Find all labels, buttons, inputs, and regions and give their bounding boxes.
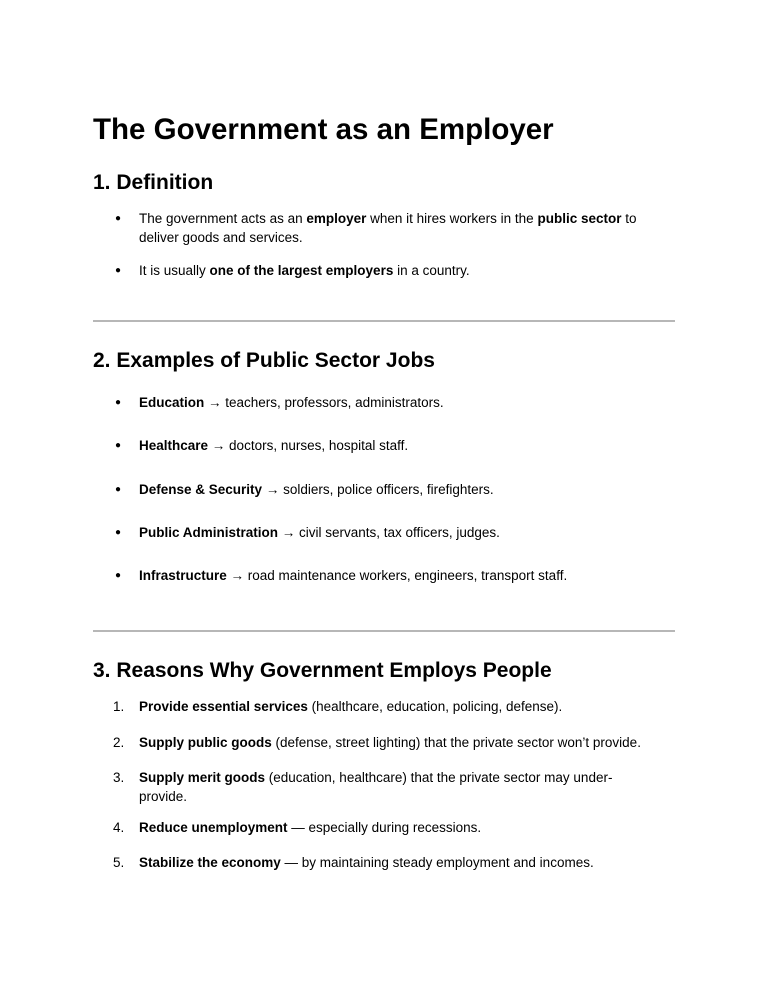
list-item-text bbox=[139, 261, 675, 280]
text-run: → soldiers, police officers, firefighters. bbox=[262, 482, 494, 497]
bullet-marker: ● bbox=[115, 527, 122, 538]
number-marker: 4. bbox=[113, 820, 125, 835]
text-run: → doctors, nurses, hospital staff. bbox=[208, 438, 409, 453]
text-run: → road maintenance workers, engineers, transport staff. bbox=[226, 568, 568, 583]
page-title: The Government as an Employer bbox=[93, 113, 554, 146]
text-run-bold: public sector bbox=[537, 211, 622, 226]
number-marker: 3. bbox=[113, 770, 125, 785]
text-run: (defense, street lighting) that the private sector won’t provide. bbox=[271, 735, 641, 750]
bullet-marker: ● bbox=[115, 397, 122, 408]
text-run: → civil servants, tax officers, judges. bbox=[278, 525, 500, 540]
text-run-bold: Supply public goods bbox=[139, 735, 272, 750]
section-divider bbox=[93, 630, 675, 632]
number-marker: 5. bbox=[113, 855, 125, 870]
bullet-marker: ● bbox=[115, 484, 122, 495]
text-run: The government acts as an bbox=[139, 211, 307, 226]
text-run: (healthcare, education, policing, defense). bbox=[307, 699, 563, 714]
list-item-text bbox=[139, 733, 675, 752]
text-run-bold: Defense & Security bbox=[139, 482, 263, 497]
text-run: — especially during recessions. bbox=[287, 820, 482, 835]
section-heading-examples: 2. Examples of Public Sector Jobs bbox=[93, 349, 435, 372]
bullet-marker: ● bbox=[115, 570, 122, 581]
list-item-text bbox=[139, 853, 675, 872]
text-run-bold: one of the largest employers bbox=[209, 263, 394, 278]
section-divider bbox=[93, 320, 675, 322]
text-run: → teachers, professors, administrators. bbox=[204, 395, 444, 410]
list-item-text bbox=[139, 523, 675, 542]
text-run-bold: Stabilize the economy bbox=[139, 855, 281, 870]
list-item-text bbox=[139, 566, 675, 585]
text-run-bold: Education bbox=[139, 395, 205, 410]
text-run-bold: Infrastructure bbox=[139, 568, 227, 583]
text-run: — by maintaining steady employment and incomes. bbox=[280, 855, 594, 870]
number-marker: 1. bbox=[113, 699, 125, 714]
text-run-bold: Provide essential services bbox=[139, 699, 308, 714]
number-marker: 2. bbox=[113, 735, 125, 750]
list-item-text bbox=[139, 393, 675, 412]
list-item-text bbox=[139, 697, 675, 716]
section-heading-definition: 1. Definition bbox=[93, 171, 214, 194]
text-run-bold: Reduce unemployment bbox=[139, 820, 288, 835]
list-item-text bbox=[139, 818, 675, 837]
section-heading-reasons: 3. Reasons Why Government Employs People bbox=[93, 659, 552, 682]
list-item-text bbox=[139, 480, 675, 499]
text-run: to deliver goods and services. bbox=[139, 211, 637, 245]
bullet-marker: ● bbox=[115, 213, 122, 224]
list-item-text bbox=[139, 768, 649, 806]
text-run-bold: Public Administration bbox=[139, 525, 279, 540]
text-run-bold: Supply merit goods bbox=[139, 770, 266, 785]
list-item-text bbox=[139, 209, 675, 247]
text-run-bold: Healthcare bbox=[139, 438, 209, 453]
text-run: in a country. bbox=[393, 263, 470, 278]
bullet-marker: ● bbox=[115, 440, 122, 451]
text-run: It is usually bbox=[139, 263, 210, 278]
bullet-marker: ● bbox=[115, 265, 122, 276]
text-run: when it hires workers in the bbox=[366, 211, 538, 226]
text-run: (education, healthcare) that the private sector may under-provide. bbox=[139, 770, 613, 804]
list-item-text bbox=[139, 436, 675, 455]
text-run-bold: employer bbox=[306, 211, 367, 226]
